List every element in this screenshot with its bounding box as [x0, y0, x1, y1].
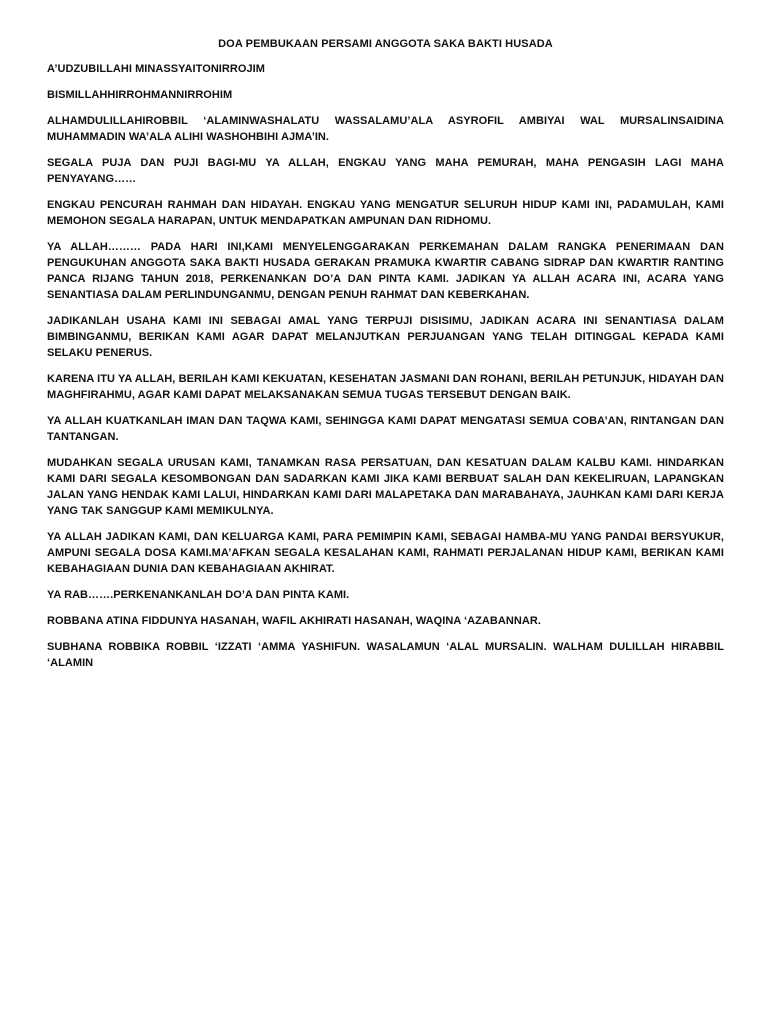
paragraph-praise: SEGALA PUJA DAN PUJI BAGI-MU YA ALLAH, ENGKAU YANG MAHA PEMURAH, MAHA PENGASIH LAGI MAHA PENYAYANG…… [47, 157, 724, 185]
paragraph-effort: JADIKANLAH USAHA KAMI INI SEBAGAI AMAL YANG TERPUJI DISISIMU, JADIKAN ACARA INI SENANTIASA DALAM BIMBINGANMU, BERIKAN KAMI AGAR DAPAT MELANJUTKAN PERJUANGAN YANG TELAH DITINGGAL KEPADA KAMI SELAKU PENERUS. [47, 315, 724, 359]
paragraph-robbana: ROBBANA ATINA FIDDUNYA HASANAH, WAFIL AKHIRATI HASANAH, WAQINA ‘AZABANNAR. [47, 615, 541, 627]
paragraph-event: YA ALLAH……… PADA HARI INI,KAMI MENYELENGGARAKAN PERKEMAHAN DALAM RANGKA PENERIMAAN DAN PENGUKUHAN ANGGOTA SAKA BAKTI HUSADA GERAKAN PRAMUKA KWARTIR CABANG SIDRAP DAN KWARTIR RANTING PANCA RIJANG TAHUN 2018, PERKENANKAN DO’A DAN PINTA KAMI. JADIKAN YA ALLAH ACARA INI, ACARA YANG SENANTIASA DALAM PERLINDUNGANMU, DENGAN PENUH RAHMAT DAN KEBERKAHAN. [47, 241, 724, 301]
paragraph-ease: MUDAHKAN SEGALA URUSAN KAMI, TANAMKAN RASA PERSATUAN, DAN KESATUAN DALAM KALBU KAMI. HINDARKAN KAMI DARI SEGALA KESOMBONGAN DAN SADARKAN KAMI JIKA KAMI BERBUAT SALAH DAN KEKELIRUAN, LAPANGKAN JALAN YANG HENDAK KAMI LALUI, HINDARKAN KAMI DARI MALAPETAKA DAN MARABAHAYA, JAUHKAN KAMI DARI KERJA YANG TAK SANGGUP KAMI MEMIKULNYA. [47, 457, 724, 517]
document-title: DOA PEMBUKAAN PERSAMI ANGGOTA SAKA BAKTI HUSADA [218, 38, 553, 50]
paragraph-faith: YA ALLAH KUATKANLAH IMAN DAN TAQWA KAMI, SEHINGGA KAMI DAPAT MENGATASI SEMUA COBA’AN, RINTANGAN DAN TANTANGAN. [47, 415, 724, 443]
paragraph-mercy: ENGKAU PENCURAH RAHMAH DAN HIDAYAH. ENGKAU YANG MENGATUR SELURUH HIDUP KAMI INI, PADAMULAH, KAMI MEMOHON SEGALA HARAPAN, UNTUK MENDAPATKAN AMPUNAN DAN RIDHOMU. [47, 199, 724, 227]
paragraph-strength: KARENA ITU YA ALLAH, BERILAH KAMI KEKUATAN, KESEHATAN JASMANI DAN ROHANI, BERILAH PETUNJUK, HIDAYAH DAN MAGHFIRAHMU, AGAR KAMI DAPAT MELAKSANAKAN SEMUA TUGAS TERSEBUT DENGAN BAIK. [47, 373, 724, 401]
paragraph-grant: YA RAB…….PERKENANKANLAH DO’A DAN PINTA KAMI. [47, 589, 350, 601]
document-body [47, 36, 724, 681]
paragraph-hamdalah: ALHAMDULILLAHIROBBIL ‘ALAMINWASHALATU WASSALAMU’ALA ASYROFIL AMBIYAI WAL MURSALINSAIDINA MUHAMMADIN WA’ALA ALIHI WASHOHBIHI AJMA’IN. [47, 115, 724, 143]
paragraph-taawudz: A’UDZUBILLAHI MINASSYAITONIRROJIM [47, 63, 265, 75]
paragraph-basmalah: BISMILLAHHIRROHMANNIRROHIM [47, 89, 233, 101]
paragraph-closing: SUBHANA ROBBIKA ROBBIL ‘IZZATI ‘AMMA YASHIFUN. WASALAMUN ‘ALAL MURSALIN. WALHAM DULILLAH HIRABBIL ‘ALAMIN [47, 641, 724, 669]
paragraph-family: YA ALLAH JADIKAN KAMI, DAN KELUARGA KAMI, PARA PEMIMPIN KAMI, SEBAGAI HAMBA-MU YANG PANDAI BERSYUKUR, AMPUNI SEGALA DOSA KAMI.MA’AFKAN SEGALA KESALAHAN KAMI, RAHMATI PERJALANAN HIDUP KAMI, BERIKAN KAMI KEBAHAGIAAN DUNIA DAN KEBAHAGIAAN AKHIRAT. [47, 531, 724, 575]
